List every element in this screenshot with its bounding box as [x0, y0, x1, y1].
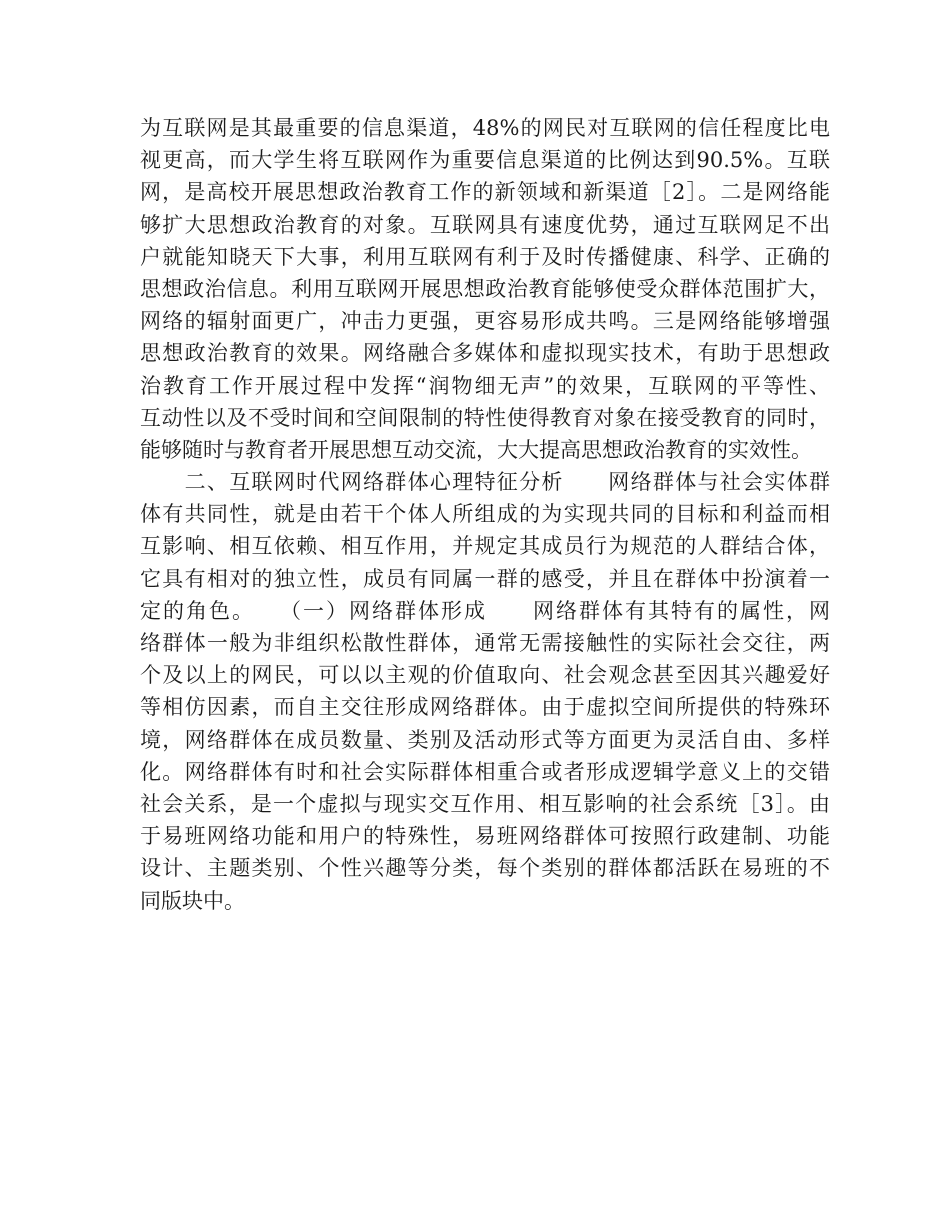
text-line: 于易班网络功能和用户的特殊性，易班网络群体可按照行政建制、功能 — [140, 824, 830, 849]
text-line: 够扩大思想政治教育的对象。互联网具有速度优势，通过互联网足不出 — [140, 212, 830, 237]
text-line: 定的角色。 （一）网络群体形成 网络群体有其特有的属性，网 — [140, 598, 830, 623]
text-line: 络群体一般为非组织松散性群体，通常无需接触性的实际社会交往，两 — [140, 631, 830, 655]
text-line: 户就能知晓天下大事，利用互联网有利于及时传播健康、科学、正确的 — [140, 244, 830, 269]
text-line: 互动性以及不受时间和空间限制的特性使得教育对象在接受教育的同时， — [140, 405, 830, 430]
text-line: 思想政治信息。利用互联网开展思想政治教育能够使受众群体范围扩大， — [140, 276, 830, 301]
text-line: 视更高，而大学生将互联网作为重要信息渠道的比例达到90.5%。互联 — [140, 148, 830, 173]
text-line: 设计、主题类别、个性兴趣等分类，每个类别的群体都活跃在易班的不 — [140, 856, 830, 881]
text-line: 它具有相对的独立性，成员有同属一群的感受，并且在群体中扮演着一 — [140, 566, 830, 591]
text-line: 个及以上的网民，可以以主观的价值取向、社会观念甚至因其兴趣爱好 — [140, 663, 830, 688]
text-line: 同版块中。 — [140, 888, 245, 913]
text-line: 化。网络群体有时和社会实际群体相重合或者形成逻辑学意义上的交错 — [140, 759, 830, 784]
text-line: 思想政治教育的效果。网络融合多媒体和虚拟现实技术，有助于思想政 — [140, 341, 830, 366]
text-line: 体有共同性，就是由若干个体人所组成的为实现共同的目标和利益而相 — [140, 502, 830, 527]
text-line: 网，是高校开展思想政治教育工作的新领域和新渠道［2］。二是网络能 — [140, 180, 830, 205]
text-line: 互影响、相互依赖、相互作用，并规定其成员行为规范的人群结合体， — [140, 534, 830, 559]
text-line: 社会关系，是一个虚拟与现实交互作用、相互影响的社会系统［3］。由 — [140, 791, 830, 816]
document-page — [140, 112, 830, 917]
text-line: 为互联网是其最重要的信息渠道，48%的网民对互联网的信任程度比电 — [140, 116, 830, 140]
text-line: 境，网络群体在成员数量、类别及活动形式等方面更为灵活自由、多样 — [140, 727, 830, 752]
text-line: 二、互联网时代网络群体心理特征分析 网络群体与社会实体群 — [140, 470, 830, 495]
text-line: 网络的辐射面更广，冲击力更强，更容易形成共鸣。三是网络能够增强 — [140, 309, 830, 334]
text-line: 治教育工作开展过程中发挥“润物细无声”的效果，互联网的平等性、 — [140, 373, 830, 398]
text-line: 等相仿因素，而自主交往形成网络群体。由于虚拟空间所提供的特殊环 — [140, 695, 830, 720]
text-line: 能够随时与教育者开展思想互动交流，大大提高思想政治教育的实效性。 — [140, 437, 812, 462]
